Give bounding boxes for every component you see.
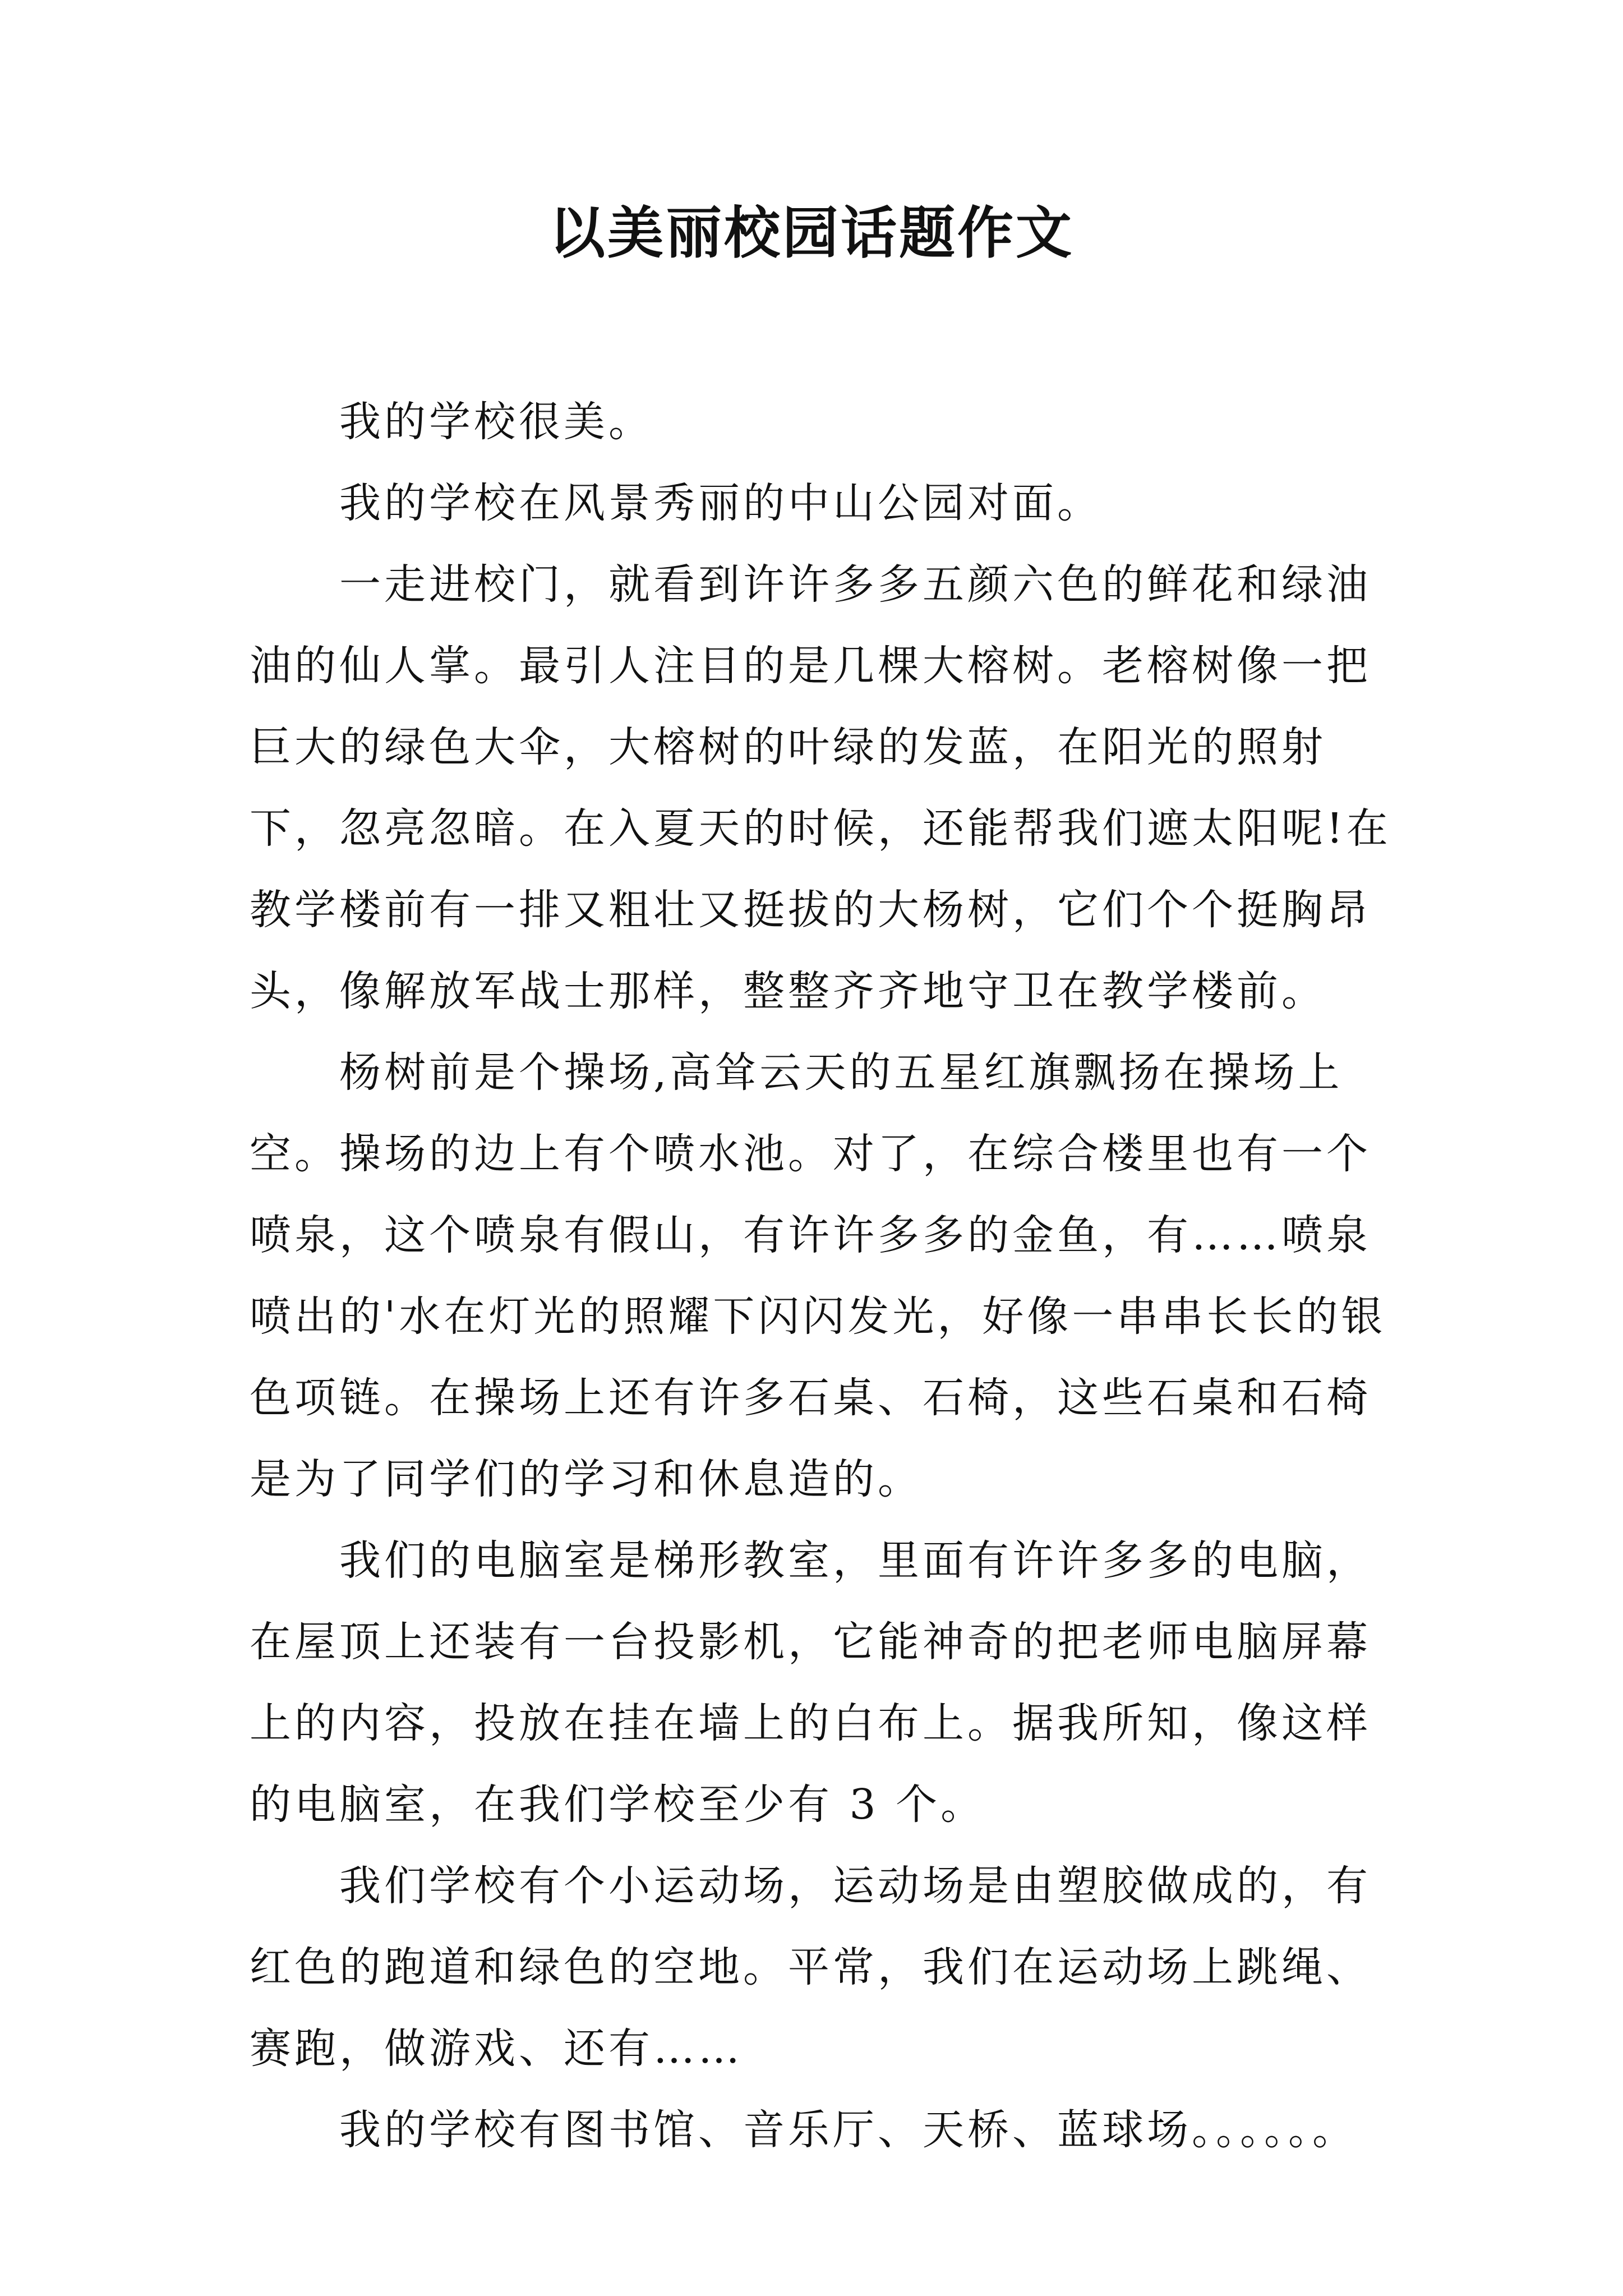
- paragraph: 一走进校门，就看到许许多多五颜六色的鲜花和绿油油的仙人掌。最引人注目的是几棵大榕树。老榕树像一把巨大的绿色大伞，大榕树的叶绿的发蓝，在阳光的照射下，忽亮忽暗。在入夏天的时候，还能帮我们遮太阳呢!在教学楼前有一排又粗壮又挺拔的大杨树，它们个个挺胸昂头，像解放军战士那样，整整齐齐地守卫在教学楼前。: [250, 560, 1391, 1015]
- paragraph: 我的学校有图书馆、音乐厅、天桥、蓝球场。。。。。。: [339, 2106, 1357, 2154]
- paragraph: 我的学校很美。: [339, 398, 653, 446]
- paragraph: 我们学校有个小运动场，运动场是由塑胶做成的，有红色的跑道和绿色的空地。平常，我们在运动场上跳绳、赛跑，做游戏、还有……: [250, 1862, 1371, 2073]
- paragraph: 我们的电脑室是梯形教室，里面有许许多多的电脑，在屋顶上还装有一台投影机，它能神奇的把老师电脑屏幕上的内容，投放在挂在墙上的白布上。据我所知，像这样的电脑室，在我们学校至少有 3 个。: [250, 1536, 1371, 1829]
- paragraph: 我的学校在风景秀丽的中山公园对面。: [339, 479, 1102, 527]
- paragraph: 杨树前是个操场,高耸云天的五星红旗飘扬在操场上空。操场的边上有个喷水池。对了，在综合楼里也有一个喷泉，这个喷泉有假山，有许许多多的金鱼，有……喷泉喷出的'水在灯光的照耀下闪闪发光，好像一串串长长的银色项链。在操场上还有许多石桌、石椅，这些石桌和石椅是为了同学们的学习和休息造的。: [250, 1048, 1386, 1503]
- document-title: 以美丽校园话题作文: [549, 200, 1074, 266]
- document-body: [250, 381, 1399, 2171]
